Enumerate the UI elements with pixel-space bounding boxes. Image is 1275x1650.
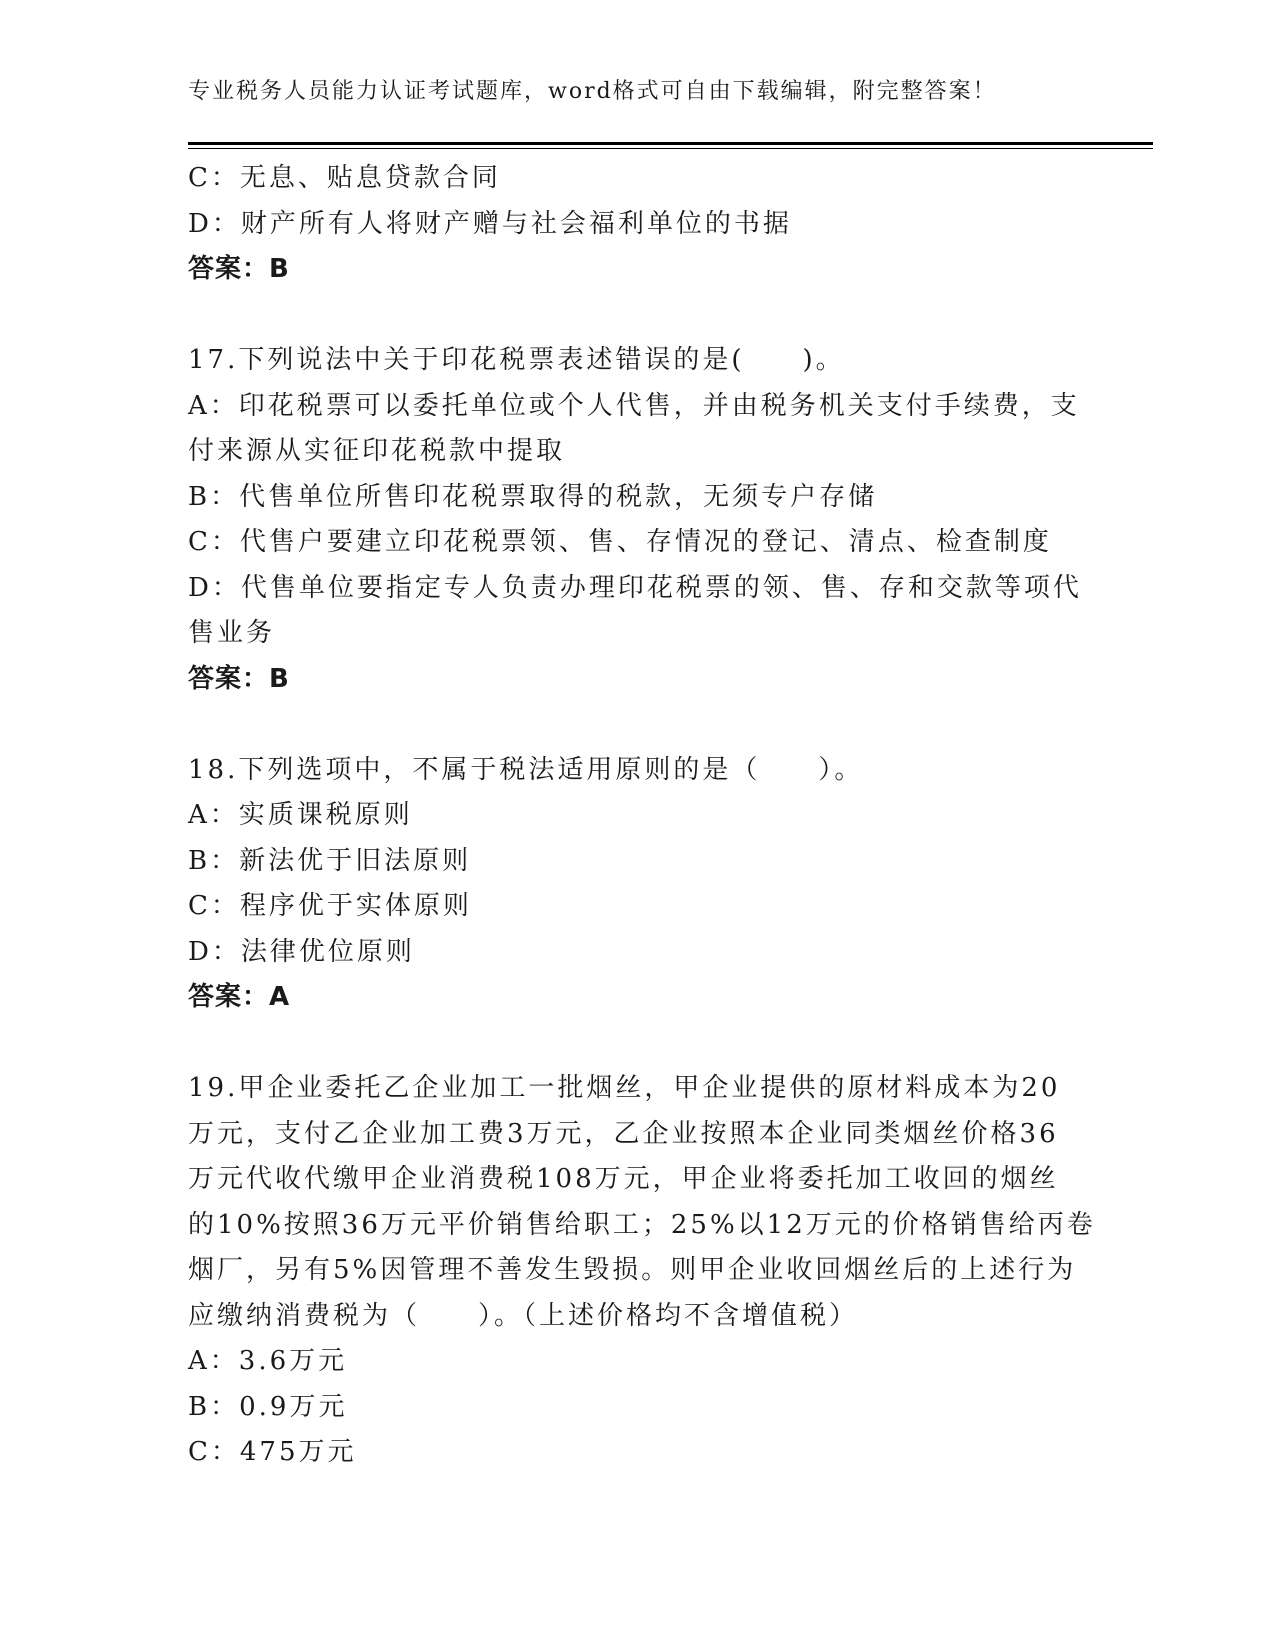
q16-option-c: C：无息、贴息贷款合同 <box>188 163 501 193</box>
q19-option-b: B：0.9万元 <box>188 1391 348 1422</box>
q17-option-d-line1: D：代售单位要指定专人负责办理印花税票的领、售、存和交款等项代 <box>188 572 1082 603</box>
q18-option-a: A：实质课税原则 <box>188 800 413 830</box>
q16-answer: 答案：B <box>188 254 290 284</box>
q17-option-c: C：代售户要建立印花税票领、售、存情况的登记、清点、检查制度 <box>188 527 1052 557</box>
header-rule-thin <box>188 148 1153 149</box>
q17-answer: 答案：B <box>188 663 290 694</box>
q19-stem-line2: 万元，支付乙企业加工费3万元，乙企业按照本企业同类烟丝价格36 <box>188 1118 1059 1149</box>
q19-stem-line4: 的10%按照36万元平价销售给职工；25%以12万元的价格销售给丙卷 <box>188 1209 1096 1240</box>
q17-stem: 17.下列说法中关于印花税票表述错误的是( )。 <box>188 345 845 375</box>
q19-stem-line5: 烟厂，另有5%因管理不善发生毁损。则甲企业收回烟丝后的上述行为 <box>188 1255 1077 1285</box>
q19-stem-line6: 应缴纳消费税为（ ）。（上述价格均不含增值税） <box>188 1300 859 1331</box>
q17-option-b: B：代售单位所售印花税票取得的税款，无须专户存储 <box>188 481 878 512</box>
q18-answer: 答案：A <box>188 982 291 1012</box>
q19-stem-line1: 19.甲企业委托乙企业加工一批烟丝，甲企业提供的原材料成本为20 <box>188 1073 1061 1103</box>
q16-option-d: D：财产所有人将财产赠与社会福利单位的书据 <box>188 208 792 239</box>
q17-option-a-line2: 付来源从实征印花税款中提取 <box>188 436 566 466</box>
page-header: 专业税务人员能力认证考试题库，word格式可自由下载编辑，附完整答案！ <box>188 79 997 104</box>
q18-option-c: C：程序优于实体原则 <box>188 891 472 921</box>
spacer <box>188 293 1088 339</box>
q19-stem-line3: 万元代收代缴甲企业消费税108万元，甲企业将委托加工收回的烟丝 <box>188 1164 1059 1194</box>
q18-option-b: B：新法优于旧法原则 <box>188 845 472 876</box>
q18-option-d: D：法律优位原则 <box>188 936 415 967</box>
spacer <box>188 702 1088 748</box>
q17-option-d-line2: 售业务 <box>188 618 276 648</box>
header-rule-thick <box>188 142 1153 145</box>
q19-option-a: A：3.6万元 <box>188 1346 348 1376</box>
q18-stem: 18.下列选项中，不属于税法适用原则的是（ ）。 <box>188 754 864 785</box>
q19-option-c: C：475万元 <box>188 1437 357 1467</box>
spacer <box>188 1021 1088 1067</box>
q17-option-a-line1: A：印花税票可以委托单位或个人代售，并由税务机关支付手续费，支 <box>188 390 1080 421</box>
document-body <box>188 156 1096 1476</box>
